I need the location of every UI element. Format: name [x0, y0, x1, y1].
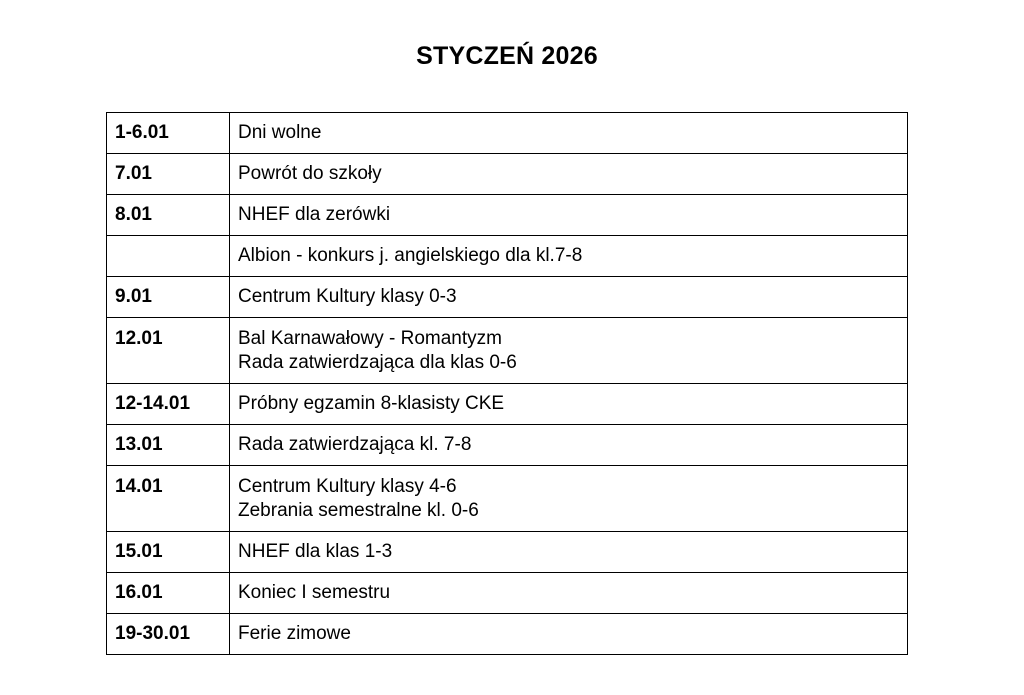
- event-text: Centrum Kultury klasy 0-3: [238, 286, 457, 307]
- event-cell: [230, 318, 908, 384]
- table-row: [107, 236, 908, 277]
- event-cell: [230, 532, 908, 573]
- event-text: Powrót do szkoły: [238, 163, 382, 184]
- event-cell: [230, 113, 908, 154]
- table-row: [107, 573, 908, 614]
- event-cell: [230, 614, 908, 655]
- date-cell: 12-14.01: [107, 384, 230, 425]
- event-cell: [230, 195, 908, 236]
- date-cell: 7.01: [107, 154, 230, 195]
- event-cell: [230, 384, 908, 425]
- page-title: STYCZEŃ 2026: [416, 42, 598, 70]
- event-text: Koniec I semestru: [238, 582, 391, 603]
- event-text: Dni wolne: [238, 122, 322, 143]
- event-cell: [230, 573, 908, 614]
- table-row: [107, 384, 908, 425]
- table-row: [107, 154, 908, 195]
- schedule-table: [106, 112, 908, 655]
- date-cell: [107, 236, 230, 277]
- event-text: Albion - konkurs j. angielskiego dla kl.7-8: [238, 245, 583, 266]
- table-row: [107, 277, 908, 318]
- date-cell: 14.01: [107, 466, 230, 532]
- event-text: Rada zatwierdzająca dla klas 0-6: [238, 352, 517, 373]
- event-cell: [230, 277, 908, 318]
- date-cell: 19-30.01: [107, 614, 230, 655]
- event-text: Bal Karnawałowy - Romantyzm: [238, 328, 502, 349]
- event-text: Centrum Kultury klasy 4-6: [238, 476, 457, 497]
- event-text: Ferie zimowe: [238, 623, 351, 644]
- table-row: [107, 318, 908, 384]
- date-cell: 12.01: [107, 318, 230, 384]
- event-text: NHEF dla klas 1-3: [238, 541, 393, 562]
- table-row: [107, 614, 908, 655]
- event-cell: [230, 154, 908, 195]
- date-cell: 8.01: [107, 195, 230, 236]
- table-row: [107, 113, 908, 154]
- date-cell: 1-6.01: [107, 113, 230, 154]
- event-cell: [230, 466, 908, 532]
- date-cell: 15.01: [107, 532, 230, 573]
- event-text: Rada zatwierdzająca kl. 7-8: [238, 434, 472, 455]
- event-text: Zebrania semestralne kl. 0-6: [238, 500, 479, 521]
- date-cell: 9.01: [107, 277, 230, 318]
- date-cell: 16.01: [107, 573, 230, 614]
- event-text: NHEF dla zerówki: [238, 204, 391, 225]
- table-row: [107, 532, 908, 573]
- event-cell: [230, 425, 908, 466]
- event-cell: [230, 236, 908, 277]
- date-cell: 13.01: [107, 425, 230, 466]
- table-row: [107, 195, 908, 236]
- table-row: [107, 466, 908, 532]
- table-row: [107, 425, 908, 466]
- schedule-table-body: [107, 113, 908, 655]
- event-text: Próbny egzamin 8-klasisty CKE: [238, 393, 505, 414]
